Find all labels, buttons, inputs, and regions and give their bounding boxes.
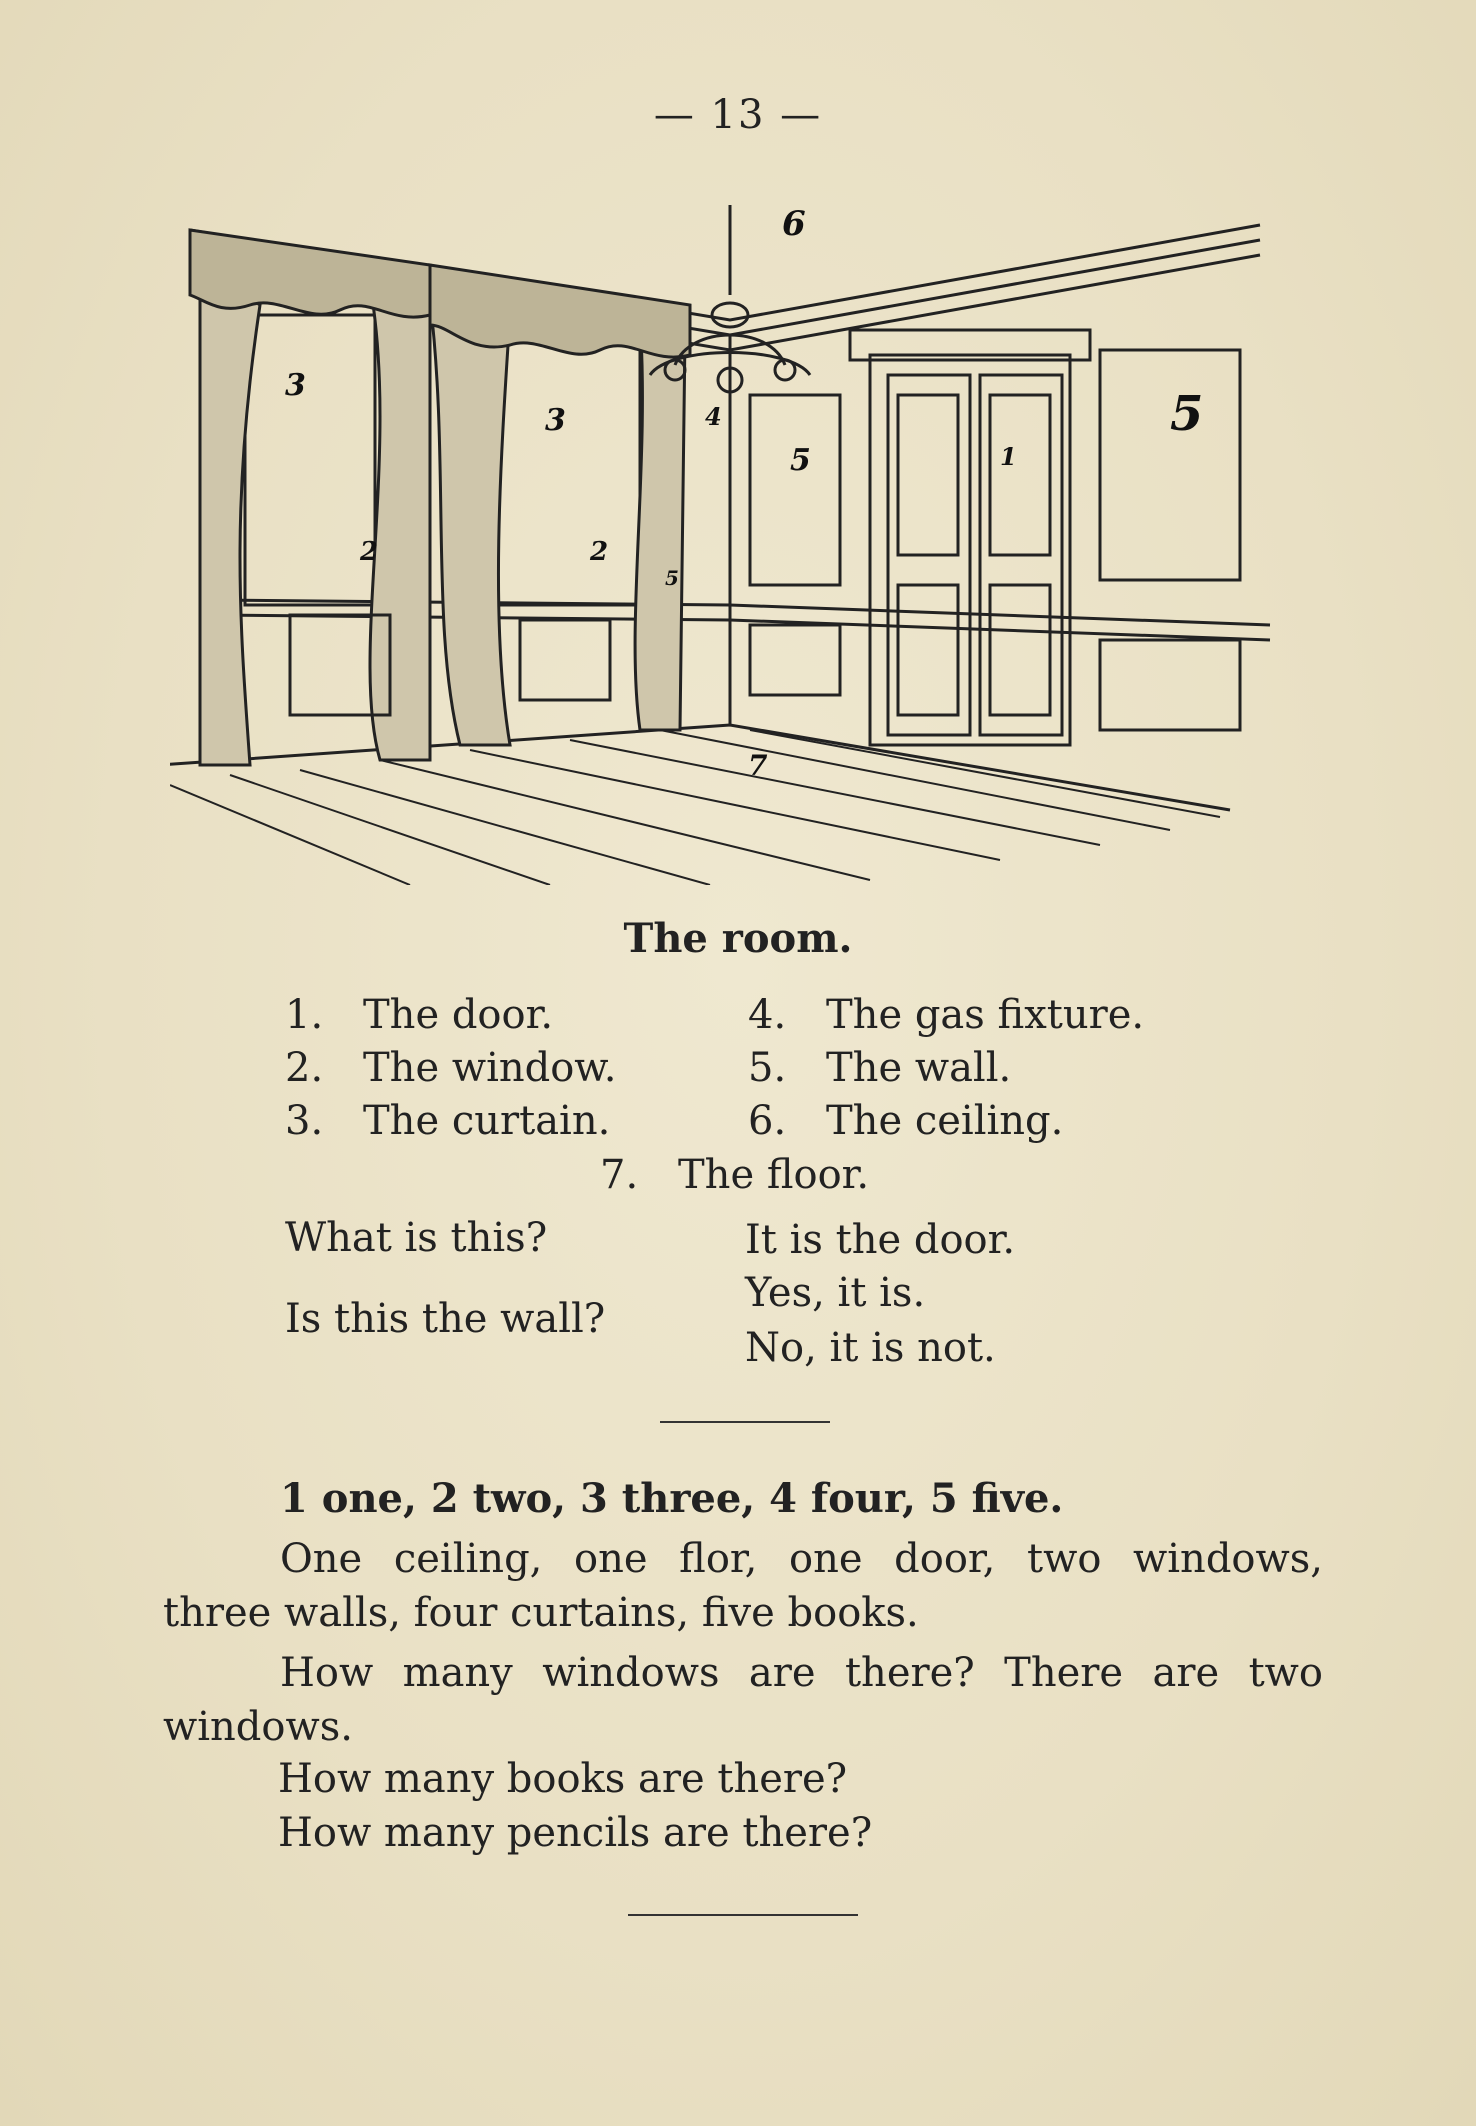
room-illustration — [170, 205, 1330, 885]
separator-rule — [660, 1421, 830, 1423]
paragraph-line: One ceiling, one flor, one door, two windows, — [280, 1536, 1323, 1582]
label-3-right: 3 — [545, 403, 566, 438]
question-is-this-wall: Is this the wall? — [285, 1296, 606, 1342]
section-title: The room. — [623, 915, 853, 962]
question-what-is-this: What is this? — [285, 1215, 548, 1261]
label-5-door: 5 — [790, 443, 811, 478]
separator-rule — [628, 1914, 858, 1916]
label-3-left: 3 — [285, 368, 306, 403]
paragraph-line: windows. — [163, 1704, 353, 1750]
label-2-left: 2 — [360, 537, 379, 567]
vocab-item: 7. The floor. — [600, 1152, 870, 1198]
label-4: 4 — [705, 402, 722, 431]
label-6: 6 — [782, 205, 806, 244]
label-5-right: 5 — [1170, 386, 1204, 442]
numbers-title: 1 one, 2 two, 3 three, 4 four, 5 five. — [280, 1475, 1064, 1522]
vocab-item: 1. The door. — [285, 992, 554, 1038]
vocab-item: 6. The ceiling. — [748, 1098, 1064, 1144]
answer-door: It is the door. — [745, 1217, 1016, 1263]
label-7: 7 — [748, 749, 768, 782]
label-2-right: 2 — [590, 537, 609, 567]
label-1: 1 — [1000, 442, 1017, 471]
question-pencils: How many pencils are there? — [278, 1810, 873, 1856]
vocab-item: 5. The wall. — [748, 1045, 1012, 1091]
answer-yes: Yes, it is. — [745, 1270, 926, 1316]
vocab-item: 2. The window. — [285, 1045, 617, 1091]
paragraph-line: three walls, four curtains, five books. — [163, 1590, 919, 1636]
label-5-small: 5 — [665, 566, 679, 590]
page-number: — 13 — — [653, 92, 823, 138]
question-books: How many books are there? — [278, 1756, 848, 1802]
vocab-item: 4. The gas fixture. — [748, 992, 1145, 1038]
answer-no: No, it is not. — [745, 1325, 996, 1371]
paragraph-line: How many windows are there? There are two — [280, 1650, 1323, 1696]
vocab-item: 3. The curtain. — [285, 1098, 611, 1144]
